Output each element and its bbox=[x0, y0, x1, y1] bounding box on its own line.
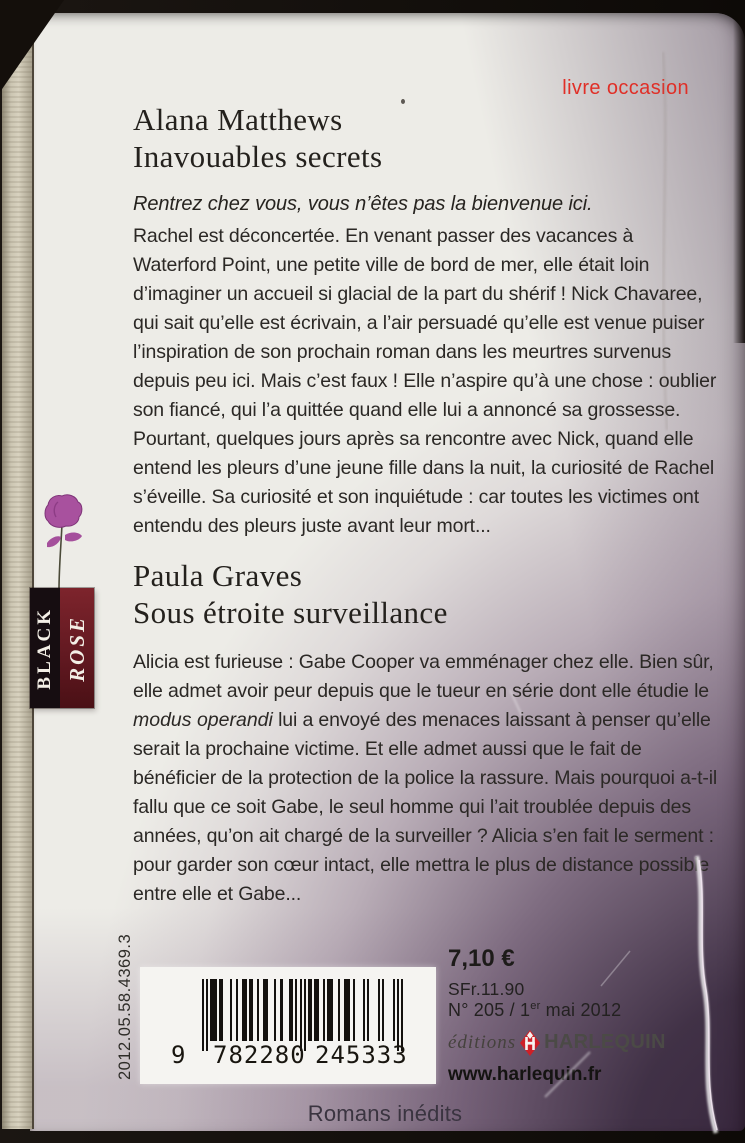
imprint-rose-half bbox=[60, 588, 94, 708]
book1-blurb: Rachel est déconcertée. En venant passer des vacances à Waterford Point, une petite ville de bord de mer, elle était loin d’imaginer un accueil si glacial de la part du shérif ! Nick Chavaree, qui sait qu’elle est écrivain, a l’air persuadé qu’elle est venue puiser l’inspiration de son prochain roman dans les meurtres survenus depuis peu ici. Mais c’est faux ! Elle n’aspire qu’à une chose : oublier son fiancé, qui l’a quittée quand elle lui a annoncé sa grossesse. Pourtant, quelques jours après sa rencontre avec Nick, quand elle entend les pleurs d’une jeune fille dans la nuit, la curiosité de Rachel s’éveille. Sa curiosité et son inquiétude : car toutes les victimes ont entendu des pleurs juste avant leur mort... bbox=[133, 225, 717, 537]
issue-ordinal: er bbox=[530, 1000, 541, 1012]
rose-icon bbox=[34, 488, 92, 592]
imprint-word-black: BLACK bbox=[34, 606, 55, 690]
imprint-word-rose: ROSE bbox=[64, 614, 89, 682]
used-book-stamp: livre occasion bbox=[562, 77, 689, 99]
harlequin-wordmark: HARLEQUIN bbox=[544, 1031, 666, 1053]
ink-speck bbox=[401, 99, 405, 104]
price-chf: SFr.11.90 bbox=[448, 979, 525, 999]
book1-title: Inavouables secrets bbox=[133, 139, 383, 174]
harlequin-diamond-icon bbox=[520, 1030, 540, 1056]
book2-blurb-italic: modus operandi bbox=[133, 709, 273, 731]
book2-blurb-start: Alicia est furieuse : Gabe Cooper va emménager chez elle. Bien sûr, elle admet avoir peur depuis que le tueur en série dont elle étudie le bbox=[133, 651, 714, 702]
issue-number-date bbox=[448, 1000, 621, 1021]
price-eur: 7,10 € bbox=[448, 945, 515, 972]
book-page-edge bbox=[2, 16, 34, 1129]
issue-prefix: N° 205 / 1 bbox=[448, 1000, 531, 1020]
publisher-logo bbox=[448, 1029, 666, 1056]
book1-author: Alana Matthews bbox=[133, 102, 343, 137]
editions-label: éditions bbox=[448, 1031, 517, 1053]
publisher-website: www.harlequin.fr bbox=[448, 1064, 602, 1085]
right-edge-shadow bbox=[733, 13, 745, 343]
book2-blurb bbox=[133, 648, 719, 909]
book2-author: Paula Graves bbox=[133, 558, 303, 593]
barcode-group1: 782280 bbox=[213, 1041, 306, 1069]
book2-blurb-end: lui a envoyé des menaces laissant à penser qu’elle serait la prochaine victime. Et elle admet aussi que le fait de bénéficier de la protection de la police la rassure. Mais pourquoi a-t-il fallu que ce soit Gabe, le seul homme qui l’ait troublée depuis des années, qu’on ait chargé de la surveiller ? Alicia s’en fait le serment : pour garder son cœur intact, elle mettra le plus de distance possible entre elle et Gabe... bbox=[133, 709, 718, 905]
book1-heading bbox=[133, 101, 382, 175]
book2-heading bbox=[133, 557, 448, 631]
barcode-group2: 245333 bbox=[315, 1041, 408, 1069]
black-rose-imprint bbox=[30, 588, 94, 708]
print-code-vertical: 2012.05.58.4369.3 bbox=[116, 933, 134, 1080]
book1-hook-line: Rentrez chez vous, vous n’êtes pas la bienvenue ici. bbox=[133, 193, 593, 215]
imprint-black-half bbox=[30, 588, 60, 708]
barcode-lead-digit: 9 bbox=[171, 1041, 187, 1069]
collection-tagline: Romans inédits bbox=[307, 1101, 463, 1126]
book2-title: Sous étroite surveillance bbox=[133, 595, 448, 630]
issue-suffix: mai 2012 bbox=[540, 1000, 622, 1020]
